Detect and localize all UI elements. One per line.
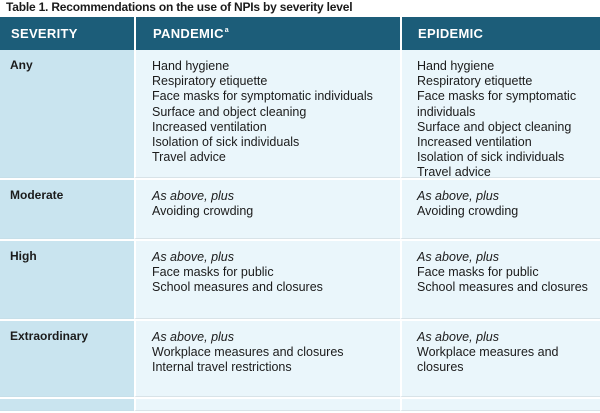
list-item: Face masks for public xyxy=(417,265,539,280)
list-intro: As above, plus xyxy=(152,330,234,344)
list-intro: As above, plus xyxy=(417,189,499,203)
list-item: Surface and object cleaning xyxy=(152,104,307,119)
list-item: Respiratory etiquette xyxy=(152,74,268,89)
table-row xyxy=(0,321,600,399)
list-item: Face masks for symptomatic xyxy=(417,89,577,104)
list-item: Workplace measures and closures xyxy=(152,345,344,360)
list-item: Travel advice xyxy=(152,150,226,165)
header-severity: SEVERITY xyxy=(11,26,78,41)
table-row xyxy=(0,241,600,321)
header-epidemic: EPIDEMIC xyxy=(400,17,600,50)
npi-table xyxy=(0,17,600,413)
list-item: Isolation of sick individuals xyxy=(417,150,565,165)
table-title: Table 1. Recommendations on the use of NPIs by severity level xyxy=(6,0,353,14)
list-item: Face masks for public xyxy=(152,265,274,280)
list-item: Respiratory etiquette xyxy=(417,74,533,89)
list-item: Face masks for symptomatic individuals xyxy=(152,89,373,104)
epidemic-cell xyxy=(400,321,600,397)
epidemic-cell xyxy=(400,50,600,178)
list-item: Avoiding crowding xyxy=(417,204,519,219)
severity-cell: Extraordinary xyxy=(0,321,134,397)
list-item: individuals xyxy=(417,104,476,119)
list-item: Workplace measures and closures xyxy=(417,345,559,375)
list-item: School measures and closures xyxy=(152,280,323,295)
list-intro: As above, plus xyxy=(152,189,234,203)
pandemic-cell xyxy=(134,50,400,178)
list-item: Travel advice xyxy=(417,165,491,180)
header-pandemic xyxy=(134,17,400,50)
header-pandemic-label: PANDEMIC xyxy=(153,26,224,41)
severity-cell: High xyxy=(0,241,134,319)
list-item: School measures and closures xyxy=(417,280,588,295)
list-item: Avoiding crowding xyxy=(152,204,254,219)
header-pandemic-footnote: a xyxy=(224,27,229,34)
table-row-partial xyxy=(0,399,600,413)
list-item: Isolation of sick individuals xyxy=(152,135,300,150)
severity-cell: Any xyxy=(0,50,134,178)
list-item: Hand hygiene xyxy=(152,59,230,73)
severity-cell: Moderate xyxy=(0,180,134,239)
pandemic-cell-empty xyxy=(134,399,400,411)
pandemic-cell xyxy=(134,321,400,397)
epidemic-cell-empty xyxy=(400,399,600,411)
list-item: Surface and object cleaning xyxy=(417,119,572,134)
list-intro: As above, plus xyxy=(152,250,234,264)
list-intro: As above, plus xyxy=(417,330,499,344)
pandemic-cell xyxy=(134,180,400,239)
list-item: Internal travel restrictions xyxy=(152,360,292,375)
table-row xyxy=(0,50,600,180)
list-item: Increased ventilation xyxy=(152,119,267,134)
list-intro: As above, plus xyxy=(417,250,499,264)
list-item: Increased ventilation xyxy=(417,135,532,150)
table-row xyxy=(0,180,600,241)
list-item: Hand hygiene xyxy=(417,59,495,73)
pandemic-cell xyxy=(134,241,400,319)
epidemic-cell xyxy=(400,180,600,239)
severity-cell-empty xyxy=(0,399,134,411)
table-header-row xyxy=(0,17,600,50)
epidemic-cell xyxy=(400,241,600,319)
